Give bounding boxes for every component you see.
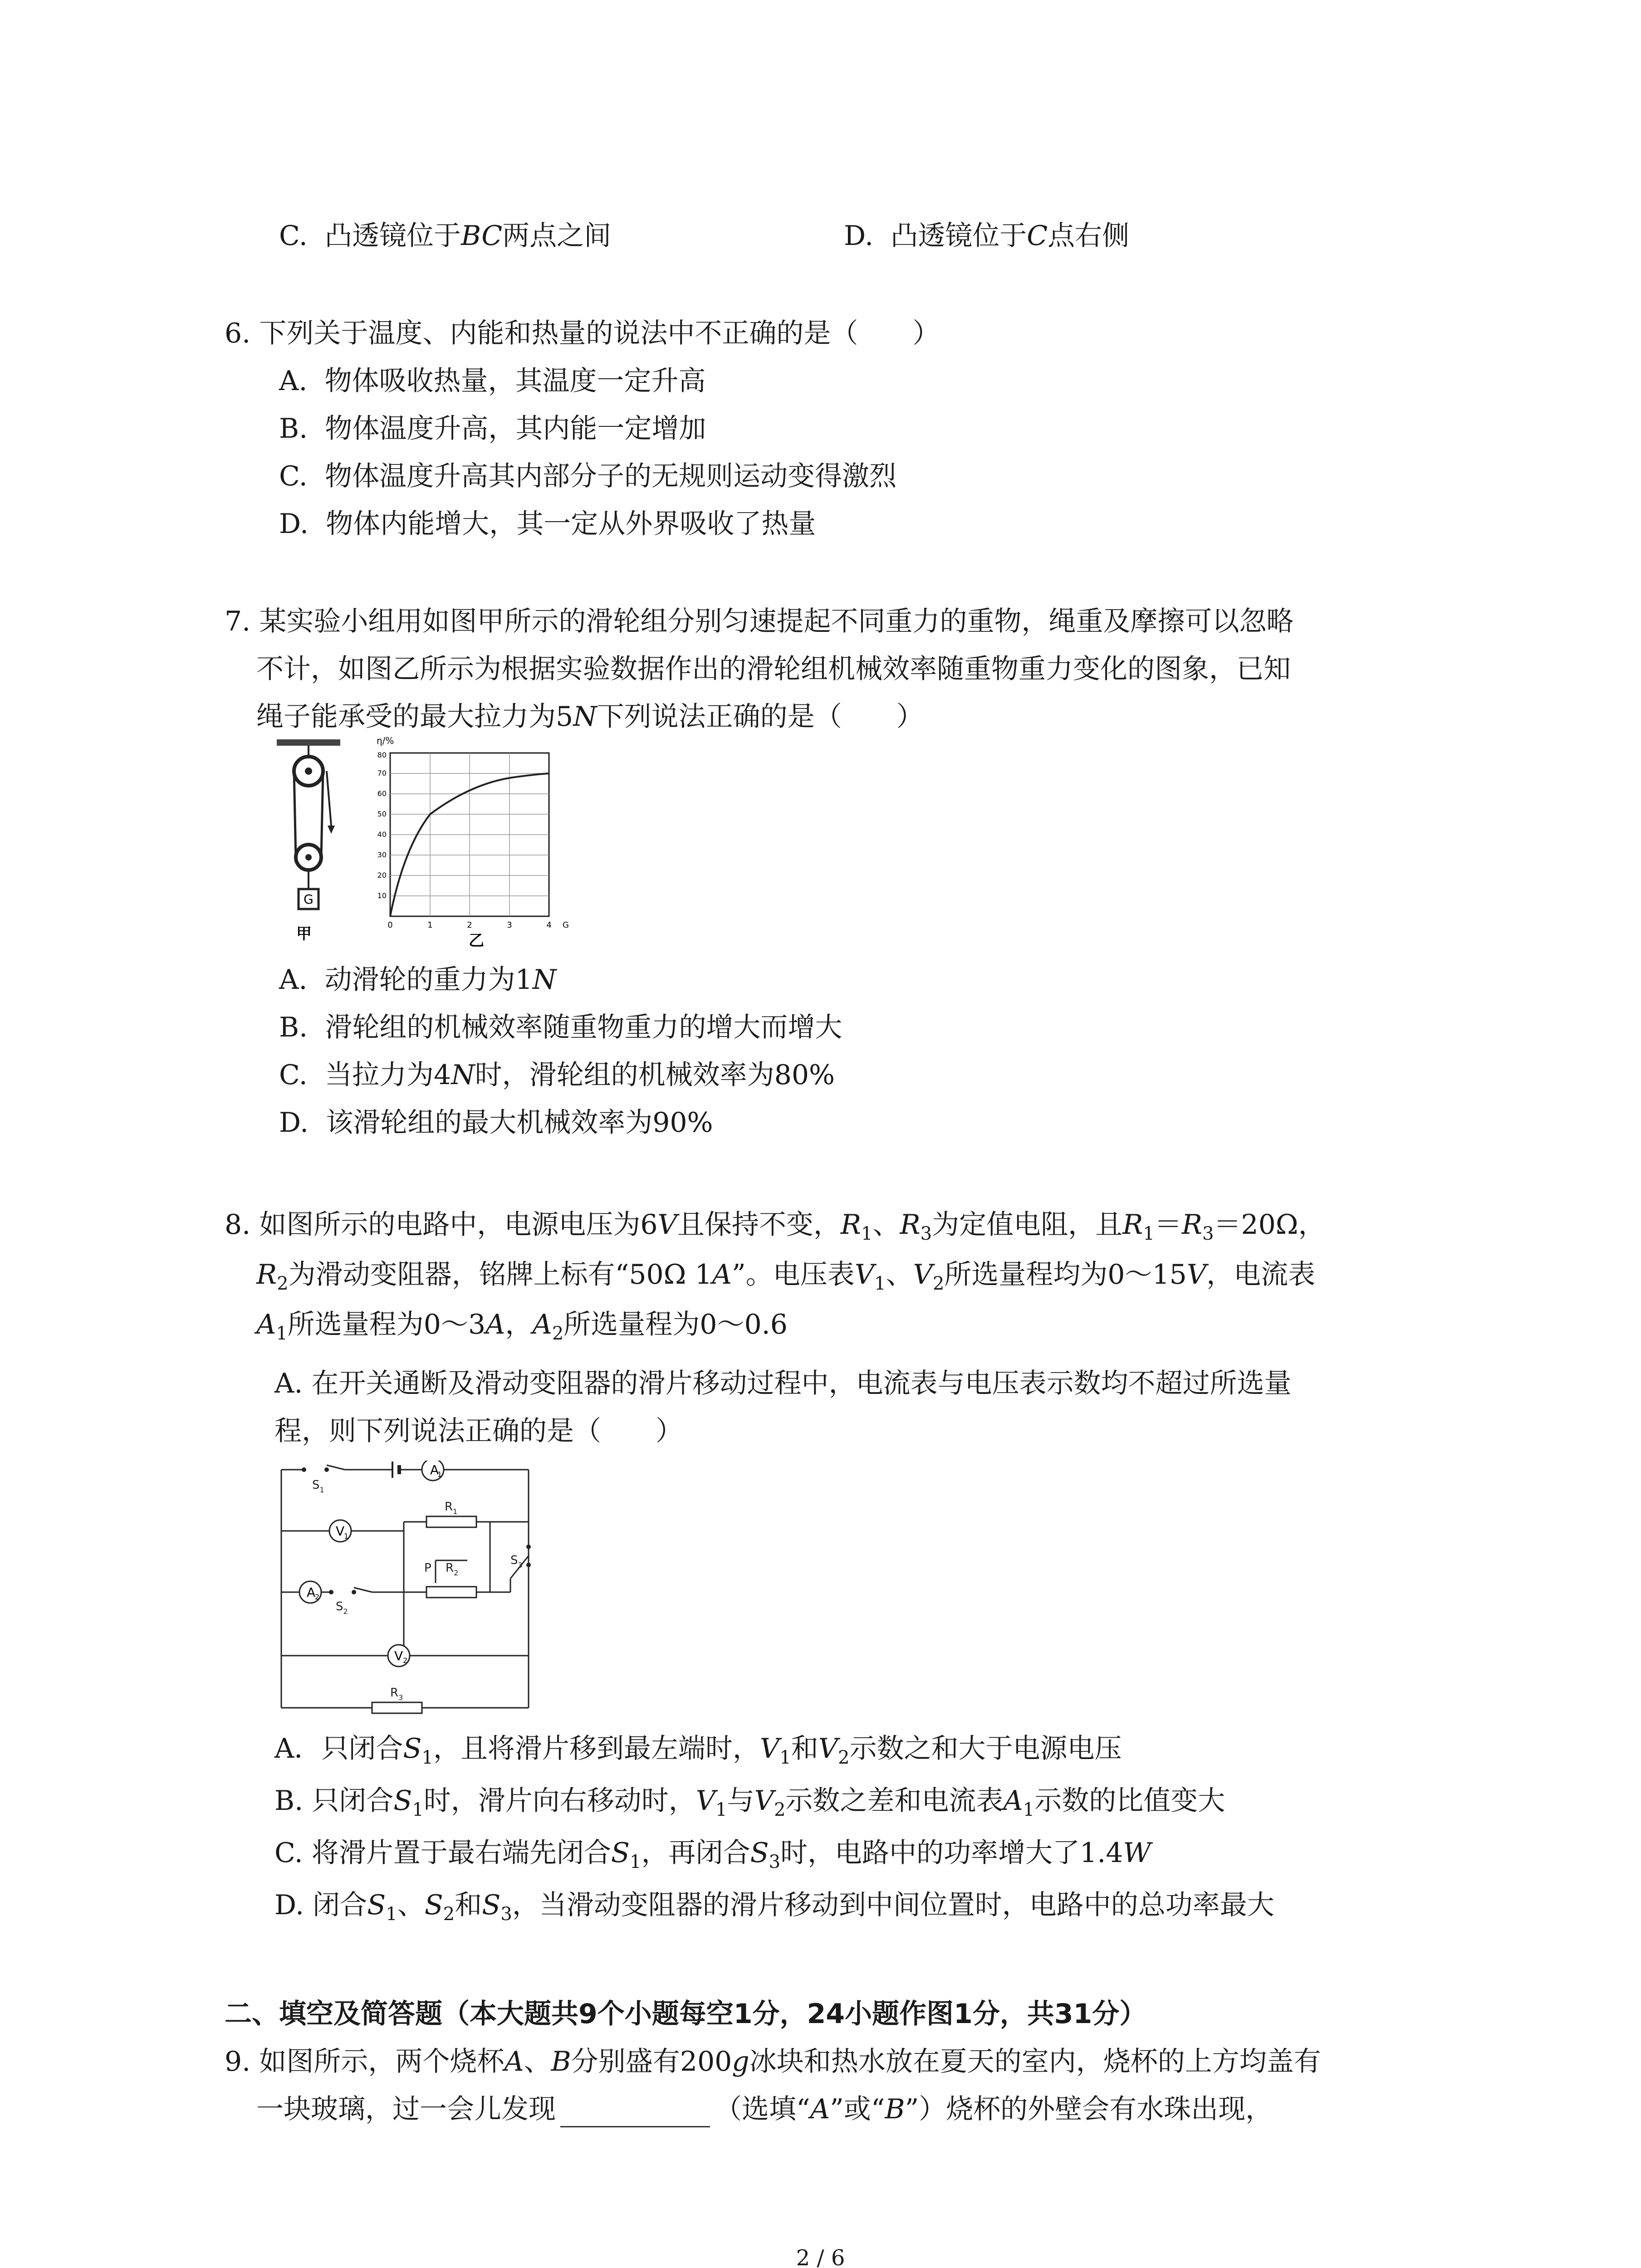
q8-option-b: B. 只闭合$S_1$时，滑片向右移动时，$V_1$与$V_2$示数之差和电流表$A_1$示数的比值变大 — [274, 1785, 1225, 1820]
svg-text:2: 2 — [315, 1593, 320, 1601]
label-jia: 甲 — [296, 925, 312, 943]
q6-option-c: C. 物体温度升高其内部分子的无规则运动变得激烈 — [279, 460, 896, 492]
svg-text:A: A — [430, 1462, 439, 1477]
y-tick: 40 — [377, 830, 387, 839]
q7-figure — [268, 735, 603, 953]
q8-line5: 程，则下列说法正确的是（ ） — [274, 1415, 683, 1447]
q7-option-c: C. 当拉力为4N时，滑轮组的机械效率为80% — [279, 1059, 835, 1091]
q8-circuit-diagram — [277, 1461, 535, 1715]
q6-option-d: D. 物体内能增大，其一定从外界吸收了热量 — [279, 508, 816, 540]
q8-line1: 8. 如图所示的电路中，电源电压为6V且保持不变，$R_1$、$R_3$为定值电阻，且$R_1=R_3=20\Omega$， — [225, 1209, 1326, 1244]
q7-option-d: D. 该滑轮组的最大机械效率为90% — [279, 1107, 713, 1139]
q7-option-a: A. 动滑轮的重力为1N — [279, 964, 557, 996]
q8-line2: $R_2$为滑动变阻器，铭牌上标有“50Ω 1A”。电压表$V_1$、$V_2$所选量程均为0～15V，电流表 — [256, 1259, 1316, 1294]
resistor-r1 — [426, 1516, 476, 1527]
q9-line1: 9. 如图所示，两个烧杯A、B分别盛有200g冰块和热水放在夏天的室内，烧杯的上方均盖有 — [225, 2046, 1321, 2077]
y-tick: 50 — [377, 810, 387, 818]
label-s2: $S_2$ — [336, 1600, 348, 1616]
resistor-r2 — [426, 1587, 476, 1598]
svg-text:1: 1 — [344, 1532, 349, 1540]
q7-stem-line3: 绳子能承受的最大拉力为5N下列说法正确的是（ ） — [256, 701, 924, 733]
svg-text:V: V — [394, 1648, 403, 1663]
section-2-title: 二、填空及简答题（本大题共9个小题每空1分，24小题作图1分，共31分） — [225, 1998, 1147, 2030]
x-tick: 0 — [387, 920, 393, 930]
x-tick: 1 — [427, 920, 433, 930]
svg-text:2: 2 — [403, 1656, 408, 1665]
weight-label: G — [304, 892, 314, 907]
q8-option-c: C. 将滑片置于最右端先闭合$S_1$，再闭合$S_3$时，电路中的功率增大了1.4W — [274, 1837, 1151, 1872]
x-tick: 4 — [546, 920, 552, 930]
efficiency-graph — [377, 735, 569, 950]
q7-stem-line2: 不计，如图乙所示为根据实验数据作出的滑轮组机械效率随重物重力变化的图象，已知 — [256, 653, 1291, 685]
q5-option-c: C. 凸透镜位于BC两点之间 — [279, 220, 612, 252]
svg-text:A: A — [307, 1585, 316, 1600]
ammeter-a1 — [422, 1461, 444, 1481]
q5-option-d: D. 凸透镜位于C点右侧 — [844, 220, 1130, 252]
svg-text:V: V — [336, 1524, 345, 1539]
x-tick: 3 — [507, 920, 512, 930]
q7-stem-line1: 7. 某实验小组用如图甲所示的滑轮组分别匀速提起不同重力的重物，绳重及摩擦可以忽略 — [225, 606, 1294, 637]
label-r2: $R_2$ — [446, 1561, 459, 1577]
label-s3: $S_3$ — [510, 1554, 523, 1569]
label-r1: $R_1$ — [445, 1500, 458, 1516]
voltmeter-v2 — [388, 1645, 410, 1667]
q9-answer-blank[interactable] — [560, 2099, 710, 2127]
q8-option-d: D. 闭合$S_1$、$S_2$和$S_3$，当滑动变阻器的滑片移动到中间位置时，电路中的总功率最大 — [274, 1889, 1274, 1925]
q8-option-a: A．只闭合$S_1$，且将滑片移到最左端时，$V_1$和$V_2$示数之和大于电源电压 — [274, 1733, 1122, 1768]
q8-line4: A. 在开关通断及滑动变阻器的滑片移动过程中，电流表与电压表示数均不超过所选量 — [274, 1368, 1292, 1399]
q8-line3: $A_1$所选量程为0～3A，$A_2$所选量程为0～0.6 — [256, 1309, 788, 1344]
voltmeter-v1 — [329, 1520, 351, 1542]
q6-option-a: A. 物体吸收热量，其温度一定升高 — [279, 365, 706, 397]
y-tick: 70 — [377, 769, 387, 777]
y-tick: 80 — [377, 751, 387, 759]
page-number: 2 / 6 — [796, 2245, 845, 2268]
q9-line2: 一块玻璃，过一会儿发现 （选填“A”或“B”）烧杯的外壁会有水珠出现， — [256, 2091, 1273, 2127]
q7-option-b: B. 滑轮组的机械效率随重物重力的增大而增大 — [279, 1012, 843, 1043]
y-tick: 60 — [377, 789, 387, 798]
q6-option-b: B. 物体温度升高，其内能一定增加 — [279, 413, 706, 445]
label-yi: 乙 — [469, 932, 484, 950]
y-tick: 30 — [377, 850, 387, 859]
x-tick: 2 — [467, 920, 472, 930]
q6-stem: 6. 下列关于温度、内能和热量的说法中不正确的是（ ） — [225, 318, 940, 349]
x-axis-label: G — [563, 920, 569, 930]
label-s1: $S_1$ — [312, 1478, 324, 1494]
ammeter-a2 — [299, 1581, 321, 1603]
y-tick: 10 — [377, 891, 387, 900]
svg-text:1: 1 — [437, 1470, 442, 1479]
pulley-diagram — [277, 739, 340, 943]
resistor-r3 — [372, 1702, 422, 1713]
label-r3: $R_3$ — [390, 1686, 403, 1702]
label-p: P — [424, 1561, 431, 1575]
y-tick: 20 — [377, 871, 387, 880]
y-axis-label: η/% — [377, 735, 394, 746]
